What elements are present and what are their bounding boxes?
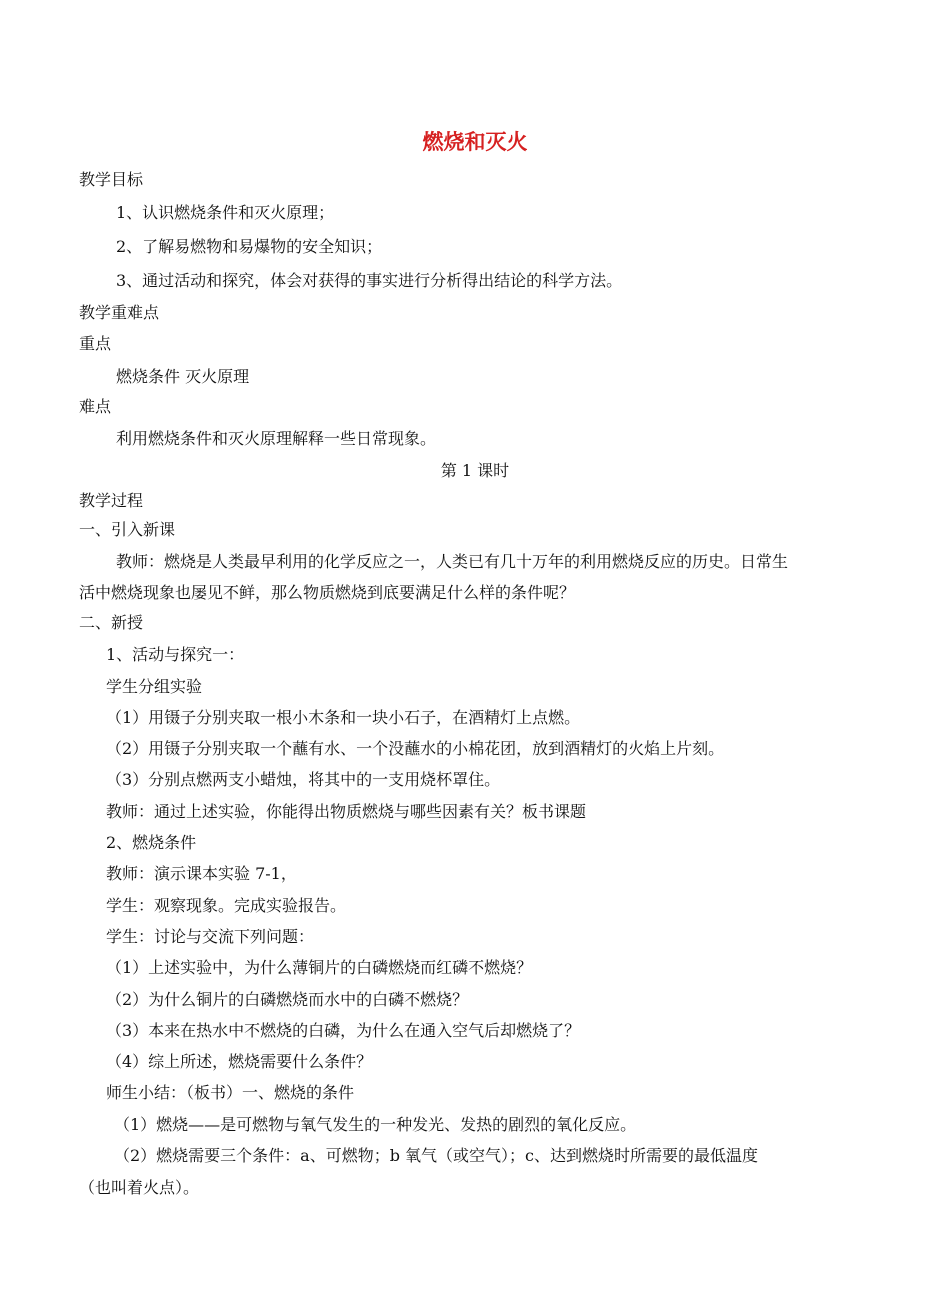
experiment-step: （3）分别点燃两支小蜡烛，将其中的一支用烧杯罩住。 bbox=[106, 770, 501, 789]
summary-heading: 师生小结：（板书）一、燃烧的条件 bbox=[106, 1083, 355, 1102]
summary-conditions-continued: （也叫着火点）。 bbox=[79, 1178, 200, 1197]
teacher-demo: 教师：演示课本实验 7-1， bbox=[106, 864, 297, 883]
heading-teaching-goals: 教学目标 bbox=[79, 170, 144, 189]
key-points-text: 燃烧条件 灭火原理 bbox=[116, 367, 250, 386]
goal-item: 1、认识燃烧条件和灭火原理； bbox=[116, 203, 335, 222]
section-introduction: 一、引入新课 bbox=[79, 520, 176, 539]
difficult-points-text: 利用燃烧条件和灭火原理解释一些日常现象。 bbox=[116, 429, 437, 448]
subheading-difficult-points: 难点 bbox=[79, 397, 112, 416]
heading-key-difficult-points: 教学重难点 bbox=[79, 303, 160, 322]
teacher-question: 教师：通过上述实验，你能得出物质燃烧与哪些因素有关？板书课题 bbox=[106, 802, 587, 821]
document-title: 燃烧和灭火 bbox=[422, 130, 528, 154]
subheading-key-points: 重点 bbox=[79, 334, 112, 353]
activity-heading: 1、活动与探究一： bbox=[106, 645, 245, 664]
experiment-step: （1）用镊子分别夹取一根小木条和一块小石子，在酒精灯上点燃。 bbox=[106, 708, 581, 727]
student-discussion: 学生：讨论与交流下列问题： bbox=[106, 927, 315, 946]
discussion-question: （3）本来在热水中不燃烧的白磷，为什么在通入空气后却燃烧了？ bbox=[106, 1021, 581, 1040]
discussion-question: （2）为什么铜片的白磷燃烧而水中的白磷不燃烧？ bbox=[106, 990, 469, 1009]
goal-item: 2、了解易燃物和易爆物的安全知识； bbox=[116, 237, 383, 256]
lesson-number: 第 1 课时 bbox=[440, 461, 510, 480]
goal-item: 3、通过活动和探究，体会对获得的事实进行分析得出结论的科学方法。 bbox=[116, 271, 623, 290]
summary-definition: （1）燃烧——是可燃物与氧气发生的一种发光、发热的剧烈的氧化反应。 bbox=[114, 1115, 637, 1134]
paragraph-line: 教师：燃烧是人类最早利用的化学反应之一，人类已有几十万年的利用燃烧反应的历史。日常生 bbox=[116, 552, 789, 571]
summary-conditions: （2）燃烧需要三个条件：a、可燃物；b 氧气（或空气）；c、达到燃烧时所需要的最低温度 bbox=[114, 1146, 759, 1165]
discussion-question: （1）上述实验中，为什么薄铜片的白磷燃烧而红磷不燃烧？ bbox=[106, 958, 533, 977]
paragraph-line: 活中燃烧现象也屡见不鲜，那么物质燃烧到底要满足什么样的条件呢？ bbox=[79, 583, 576, 602]
group-experiment-label: 学生分组实验 bbox=[106, 677, 203, 696]
heading-teaching-process: 教学过程 bbox=[79, 491, 144, 510]
student-task: 学生：观察现象。完成实验报告。 bbox=[106, 896, 347, 915]
experiment-step: （2）用镊子分别夹取一个蘸有水、一个没蘸水的小棉花团，放到酒精灯的火焰上片刻。 bbox=[106, 739, 725, 758]
discussion-question: （4）综上所述，燃烧需要什么条件？ bbox=[106, 1052, 373, 1071]
subsection-combustion-conditions: 2、燃烧条件 bbox=[106, 833, 197, 852]
section-new-lesson: 二、新授 bbox=[79, 613, 144, 632]
